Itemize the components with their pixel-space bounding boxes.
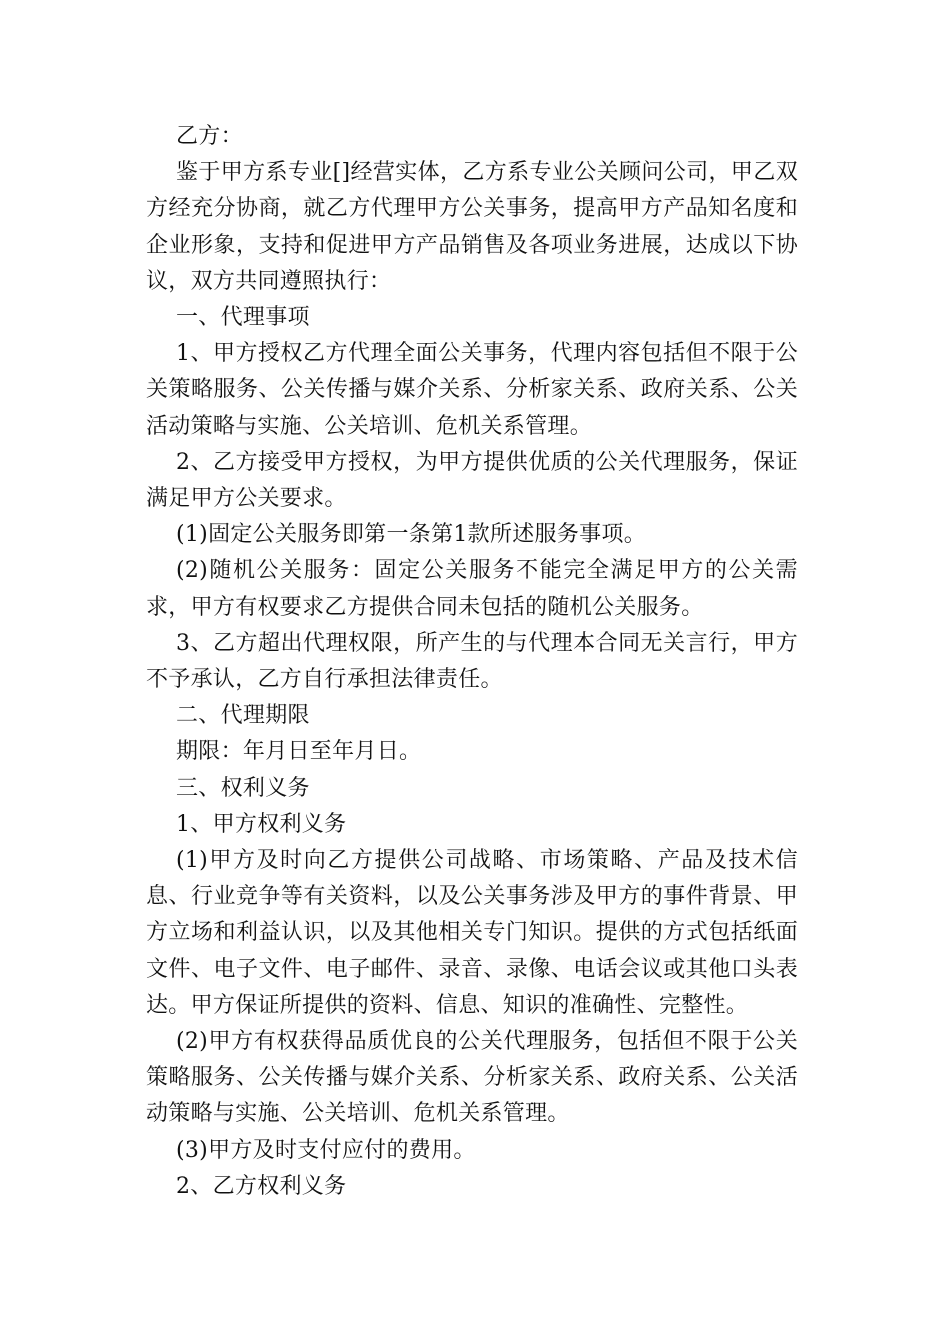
- preamble-paragraph: 鉴于甲方系专业[]经营实体，乙方系专业公关顾问公司，甲乙双方经充分协商，就乙方代理甲方公关事务，提高甲方产品知名度和企业形象，支持和促进甲方产品销售及各项业务进展，达成以下协议，双方共同遵照执行：: [146, 160, 798, 294]
- clause-1-2-item-1: (1)固定公关服务即第一条第1款所述服务事项。: [176, 522, 647, 548]
- term-period: 期限：年月日至年月日。: [176, 739, 422, 765]
- document-body: [146, 119, 798, 1205]
- subsection-party-a-rights: 1、甲方权利义务: [176, 811, 347, 837]
- party-b-label: 乙方：: [176, 124, 243, 149]
- clause-1-2: 2、乙方接受甲方授权，为甲方提供优质的公关代理服务，保证满足甲方公关要求。: [146, 449, 798, 512]
- clause-1-2-item-2: (2)随机公关服务：固定公关服务不能完全满足甲方的公关需求，甲方有权要求乙方提供合同未包括的随机公关服务。: [146, 558, 798, 620]
- clause-1-1: 1、甲方授权乙方代理全面公关事务，代理内容包括但不限于公关策略服务、公关传播与媒介关系、分析家关系、政府关系、公关活动策略与实施、公关培训、危机关系管理。: [146, 341, 798, 439]
- party-a-item-1: (1)甲方及时向乙方提供公司战略、市场策略、产品及技术信息、行业竞争等有关资料，以及公关事务涉及甲方的事件背景、甲方立场和利益认识，以及其他相关专门知识。提供的方式包括纸面文件、电子文件、电子邮件、录音、录像、电话会议或其他口头表达。甲方保证所提供的资料、信息、知识的准确性、完整性。: [146, 848, 798, 1018]
- subsection-party-b-rights: 2、乙方权利义务: [176, 1173, 347, 1199]
- section-heading-agency-matters: 一、代理事项: [176, 305, 310, 331]
- section-heading-rights-obligations: 三、权利义务: [176, 775, 310, 801]
- party-a-item-3: (3)甲方及时支付应付的费用。: [176, 1137, 476, 1163]
- section-heading-agency-term: 二、代理期限: [176, 703, 310, 729]
- clause-1-3: 3、乙方超出代理权限，所产生的与代理本合同无关言行，甲方不予承认，乙方自行承担法律责任。: [146, 630, 798, 693]
- party-a-item-2: (2)甲方有权获得品质优良的公关代理服务，包括但不限于公关策略服务、公关传播与媒介关系、分析家关系、政府关系、公关活动策略与实施、公关培训、危机关系管理。: [146, 1029, 798, 1127]
